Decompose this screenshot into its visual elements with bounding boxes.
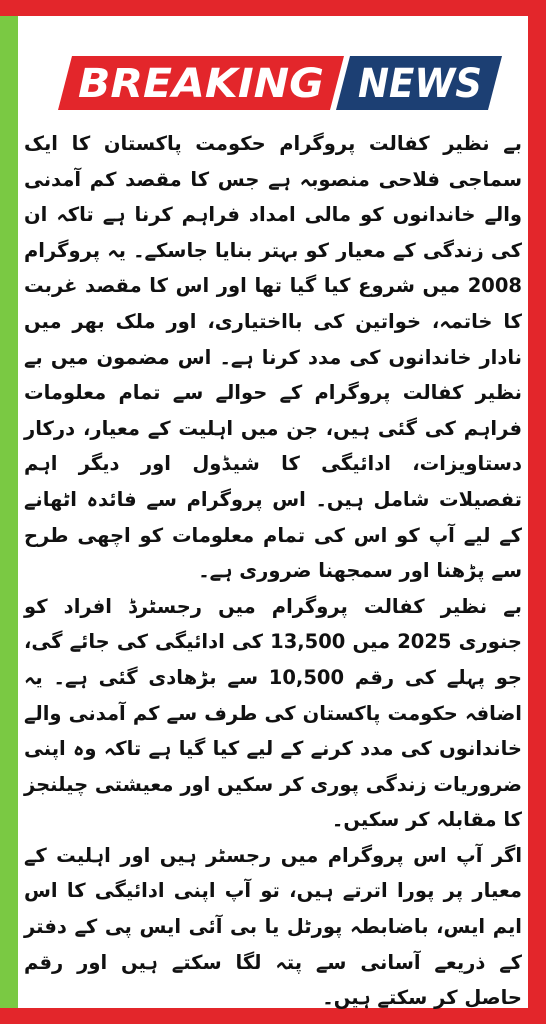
top-red-border	[0, 0, 546, 16]
breaking-word: BREAKING	[78, 61, 324, 107]
news-word: NEWS	[358, 61, 482, 107]
article-paragraph-eligibility: اگر آپ اس پروگرام میں رجسٹر ہیں اور اہلیت کے معیار پر پورا اترتے ہیں، تو آپ اپنی ادائیگی کا اس ایم ایس، باضابطہ پورٹل یا بی آئی ایس پی کے دفتر کے ذریعے آسانی سے پتہ لگا سکتے ہیں اور رقم حاصل کر سکتے ہیں۔	[24, 843, 522, 1010]
right-red-border	[528, 0, 546, 1024]
article-paragraph-payment: بے نظیر کفالت پروگرام میں رجسٹرڈ افراد کو جنوری 2025 میں 13,500 کی ادائیگی کی جائے گی، جو پہلے کی رقم 10,500 سے بڑھادی گئی ہے۔ یہ اضافہ حکومت پاکستان کی طرف سے کم آمدنی والے خاندانوں کی مدد کرنے کے لیے کیا گیا ہے تاکہ وہ اپنی ضروریات زندگی پوری کر سکیں اور معیشتی چیلنجز کا مقابلہ کر سکیں۔	[24, 594, 522, 832]
breaking-news-graphic	[58, 56, 502, 110]
article-paragraph-intro: بے نظیر کفالت پروگرام حکومت پاکستان کا ایک سماجی فلاحی منصوبہ ہے جس کا مقصد کم آمدنی والے خاندانوں کو مالی امداد فراہم کرنا ہے تاکہ ان کی زندگی کے معیار کو بہتر بنایا جاسکے۔ یہ پروگرام 2008 میں شروع کیا گیا تھا اور اس کا مقصد غربت کا خاتمہ، خواتین کی بااختیاری، اور ملک بھر میں نادار خاندانوں کی مدد کرنا ہے۔ اس مضمون میں بے نظیر کفالت پروگرام کے حوالے سے تمام معلومات فراہم کی گئی ہیں، جن میں اہلیت کے معیار، درکار دستاویزات، ادائیگی کا شیڈول اور دیگر اہم تفصیلات شامل ہیں۔ اس پروگرام سے فائدہ اٹھانے کے لیے آپ کو اس کی تمام معلومات کو اچھی طرح سے پڑھنا اور سمجھنا ضروری ہے۔	[24, 132, 522, 583]
left-green-border	[0, 0, 18, 1024]
breaking-news-banner	[58, 56, 502, 110]
article-body	[24, 126, 522, 1016]
